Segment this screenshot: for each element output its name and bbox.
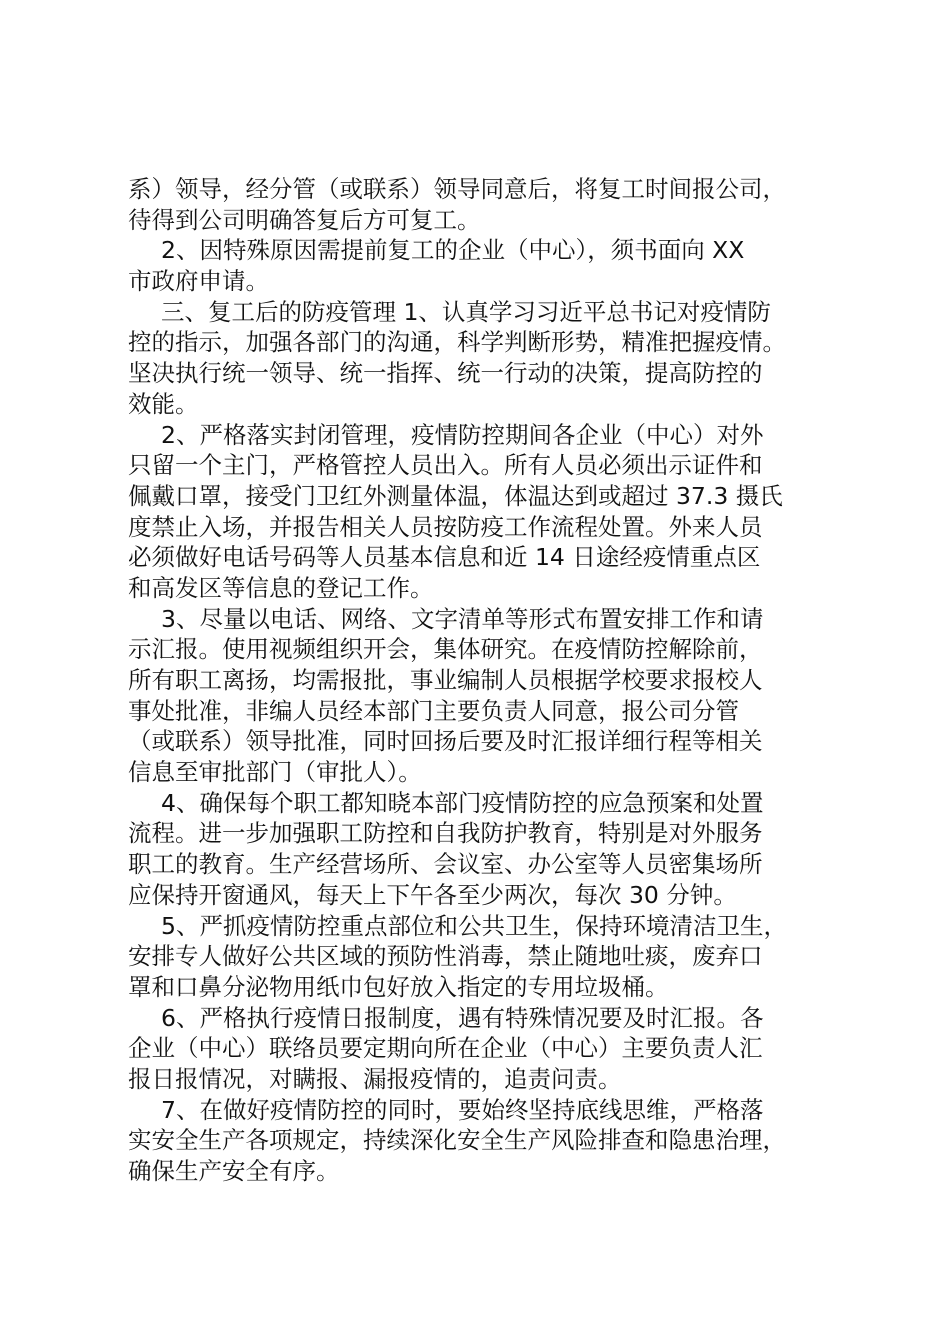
text-line: 确保生产安全有序。 <box>128 1157 340 1185</box>
text-line: 报日报情况，对瞒报、漏报疫情的，追责问责。 <box>128 1064 622 1093</box>
text-line: 实安全生产各项规定，持续深化安全生产风险排查和隐患治理， <box>128 1126 786 1155</box>
text-line: 流程。进一步加强职工防控和自我防护教育，特别是对外服务 <box>128 819 763 848</box>
document-body <box>128 174 838 1187</box>
paragraph-first-line: 2、严格落实封闭管理，疫情防控期间各企业（中心）对外 <box>161 420 764 449</box>
text-line: 安排专人做好公共区域的预防性消毒，禁止随地吐痰，废弃口 <box>128 942 763 971</box>
text-line: 待得到公司明确答复后方可复工。 <box>128 205 481 234</box>
text-line: 企业（中心）联络员要定期向所在企业（中心）主要负责人汇 <box>128 1034 763 1063</box>
text-line: 效能。 <box>128 389 199 418</box>
paragraph-first-line: 6、严格执行疫情日报制度，遇有特殊情况要及时汇报。各 <box>161 1003 764 1032</box>
text-line: 应保持开窗通风，每天上下午各至少两次，每次 30 分钟。 <box>128 880 737 909</box>
paragraph-first-line: 5、严抓疫情防控重点部位和公共卫生，保持环境清洁卫生， <box>161 911 787 940</box>
text-line: 系）领导，经分管（或联系）领导同意后，将复工时间报公司， <box>128 175 786 203</box>
paragraph-first-line: 三、复工后的防疫管理 1、认真学习习近平总书记对疫情防 <box>161 297 771 326</box>
text-line: （或联系）领导批准，同时回扬后要及时汇报详细行程等相关 <box>128 727 763 756</box>
paragraph-first-line: 4、确保每个职工都知晓本部门疫情防控的应急预案和处置 <box>161 788 764 817</box>
text-line: 事处批准，非编人员经本部门主要负责人同意，报公司分管 <box>128 696 739 725</box>
paragraph-first-line: 3、尽量以电话、网络、文字清单等形式布置安排工作和请 <box>161 604 764 633</box>
paragraph-first-line: 7、在做好疫情防控的同时，要始终坚持底线思维，严格落 <box>161 1095 764 1124</box>
text-line: 坚决执行统一领导、统一指挥、统一行动的决策，提高防控的 <box>128 359 763 388</box>
text-line: 度禁止入场，并报告相关人员按防疫工作流程处置。外来人员 <box>128 512 763 541</box>
text-line: 罩和口鼻分泌物用纸巾包好放入指定的专用垃圾桶。 <box>128 972 669 1001</box>
text-line: 控的指示，加强各部门的沟通，科学判断形势，精准把握疫情。 <box>128 328 786 357</box>
text-line: 只留一个主门，严格管控人员出入。所有人员必须出示证件和 <box>128 451 763 480</box>
text-line: 所有职工离扬，均需报批，事业编制人员根据学校要求报校人 <box>128 666 763 694</box>
text-line: 必须做好电话号码等人员基本信息和近 14 日途经疫情重点区 <box>128 543 761 572</box>
paragraph-first-line: 2、因特殊原因需提前复工的企业（中心），须书面向 XX <box>161 236 745 265</box>
text-line: 职工的教育。生产经营场所、会议室、办公室等人员密集场所 <box>128 850 763 879</box>
text-line: 信息至审批部门（审批人）。 <box>128 758 422 787</box>
text-line: 示汇报。使用视频组织开会，集体研究。在疫情防控解除前， <box>128 635 763 664</box>
text-line: 佩戴口罩，接受门卫红外测量体温，体温达到或超过 37.3 摄氏 <box>128 481 783 510</box>
text-line: 和高发区等信息的登记工作。 <box>128 573 434 602</box>
text-line: 市政府申请。 <box>128 267 269 296</box>
